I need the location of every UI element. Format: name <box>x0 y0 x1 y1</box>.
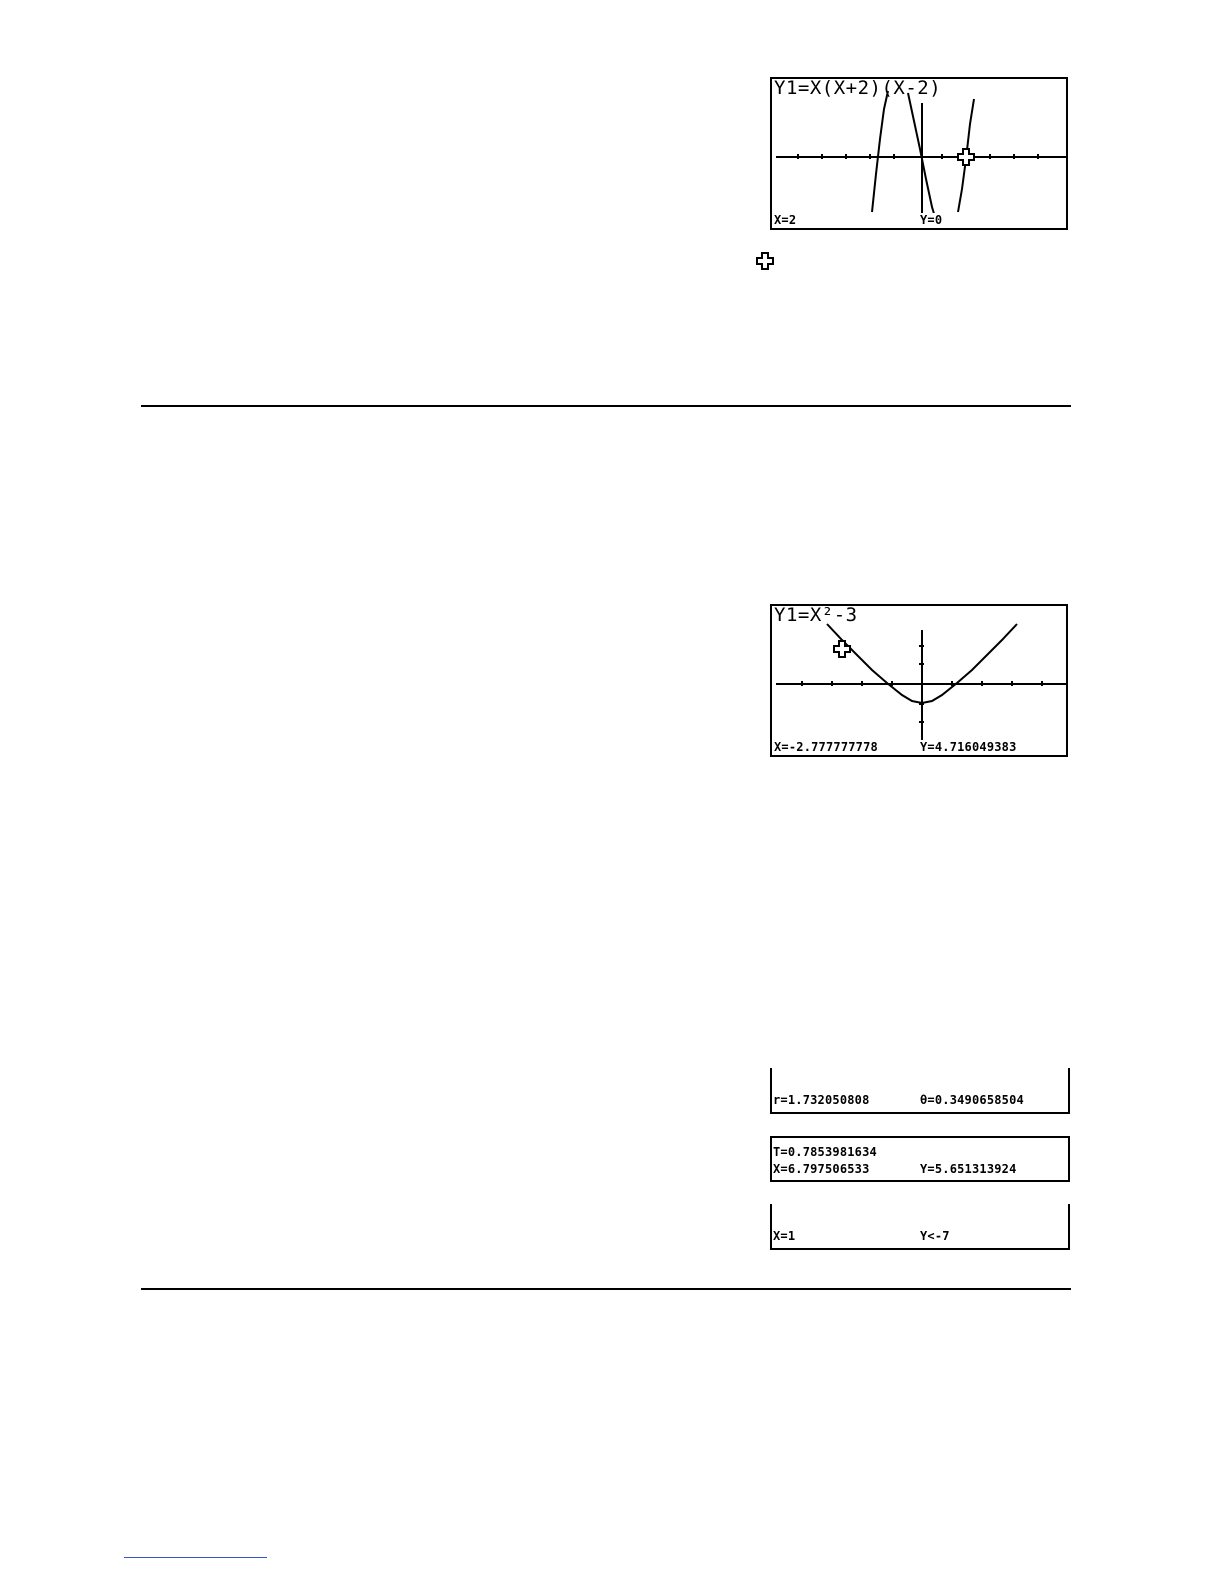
x-coordinate-readout: X=1 <box>773 1229 796 1243</box>
graph-screen-parabola <box>770 604 1068 757</box>
graph-canvas-cubic <box>772 79 1068 230</box>
polar-readout-strip <box>770 1068 1070 1114</box>
crosshair-cursor-icon <box>958 149 974 165</box>
crosshair-cursor-icon <box>834 641 850 657</box>
y-coordinate-readout: Y=4.716049383 <box>920 740 1017 754</box>
x-coordinate-readout: X=2 <box>774 213 797 227</box>
footnote-link-underline <box>124 1557 267 1558</box>
parametric-readout-strip <box>770 1136 1070 1182</box>
graph-screen-cubic <box>770 77 1068 230</box>
y-coordinate-readout: Y=0 <box>920 213 943 227</box>
x-coordinate-readout: X=-2.777777778 <box>774 740 878 754</box>
crosshair-cursor-icon <box>756 252 774 270</box>
y-inequality-readout: Y<-7 <box>920 1229 950 1243</box>
section-divider <box>141 405 1071 407</box>
inequality-readout-strip <box>770 1204 1070 1250</box>
t-readout: T=0.7853981634 <box>773 1145 877 1159</box>
x-coordinate-readout: X=6.797506533 <box>773 1162 870 1176</box>
graph-function-title: Y1=X²-3 <box>774 604 858 626</box>
section-divider <box>141 1288 1071 1290</box>
y-coordinate-readout: Y=5.651313924 <box>920 1162 1017 1176</box>
r-readout: r=1.732050808 <box>773 1093 870 1107</box>
graph-canvas-parabola <box>772 606 1068 757</box>
graph-function-title: Y1=X(X+2)(X-2) <box>774 77 942 99</box>
theta-readout: θ=0.3490658504 <box>920 1093 1024 1107</box>
curve-left-branch <box>872 91 888 212</box>
